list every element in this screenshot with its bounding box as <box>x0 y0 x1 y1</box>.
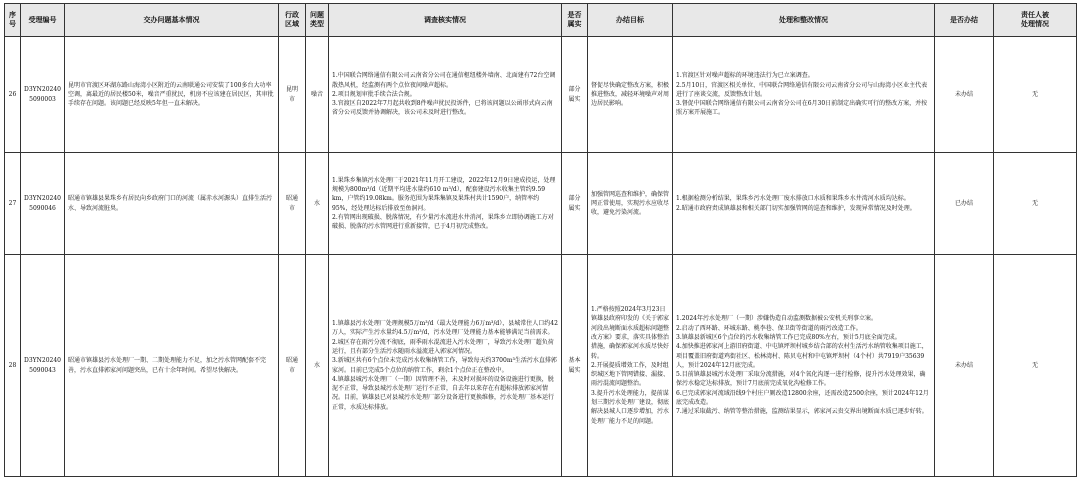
cell-accountability: 无 <box>994 255 1077 477</box>
header-problem: 交办问题基本情况 <box>65 4 279 37</box>
table-row <box>5 37 1077 153</box>
cell-id: D3YN20240 5090046 <box>21 153 65 255</box>
cell-verified: 基本 属实 <box>562 255 588 477</box>
cell-type: 水 <box>306 153 329 255</box>
cell-problem: 昭通市镇雄县污水处理厂一期、二期处理能力不足，加之污水管网配套不完善，污水直排郭家河问题突出，已有十余年时间。希望尽快解决。 <box>65 255 279 477</box>
cell-investigation: 1.中国联合网络通信有限公司云南省分公司在通信枢纽楼外墙南、北面建有72台空调散热风机，经监测有两个点位夜间噪声超标。 2.项目规划审批手续合法合规。 3.官渡区自2022年7月起共收到8件噪声扰民投诉件，已将该问题以公函形式向云南省分公司反馈并协调解决，该公司未及时进行整改。 <box>329 37 562 153</box>
cell-region: 昭通 市 <box>279 153 306 255</box>
cell-region: 昆明 市 <box>279 37 306 153</box>
header-seq: 序 号 <box>5 4 21 37</box>
cell-goal: 1.严格按照2024年3月23日镇雄县政府印发的《关于郭家河段出境断面水质超标问题整改方案》要求，落实具体整治措施，确保郭家河水质尽快好转。 2.开展提质增效工作，及时组织城区地下管网错接、漏接、雨污混流问题整治。 3.提升污水处理能力，提前谋划三期污水处理厂建设，彻底解决县城人口逐步增加，污水处理厂能力不足的问题。 <box>588 255 673 477</box>
cell-goal: 督促尽快确定整改方案，积极推进整改，减轻环境噪声对周边居民影响。 <box>588 37 673 153</box>
cell-accountability: 无 <box>994 37 1077 153</box>
cell-seq: 27 <box>5 153 21 255</box>
table-row <box>5 153 1077 255</box>
header-investigation: 调查核实情况 <box>329 4 562 37</box>
cell-type: 水 <box>306 255 329 477</box>
cell-handling: 1.官渡区针对噪声超标的环境违法行为已立案调查。 2.5月10日，官渡区相关单位、中国联合网络通信有限公司云南省分公司与山海湾小区业主代表进行了座谈交流，反馈整改计划。 3.督促中国联合网络通信有限公司云南省分公司在6月30日前制定出确实可行的整改方案，并按照方案开展施工。 <box>673 37 935 153</box>
cell-seq: 26 <box>5 37 21 153</box>
header-accountability: 责任人被 处理情况 <box>994 4 1077 37</box>
cell-completed: 未办结 <box>935 37 994 153</box>
header-id: 受理编号 <box>21 4 65 37</box>
header-goal: 办结目标 <box>588 4 673 37</box>
cell-id: D3YN20240 5090043 <box>21 255 65 477</box>
cell-accountability: 无 <box>994 153 1077 255</box>
header-row <box>5 4 1077 37</box>
cell-goal: 加强管网巡查和维护，确保管网正常使用，实现污水应收尽收，避免污染河流。 <box>588 153 673 255</box>
table-row <box>5 255 1077 477</box>
complaint-table <box>4 3 1077 477</box>
cell-verified: 部分 属实 <box>562 37 588 153</box>
cell-investigation: 1.果珠乡集镇污水处理厂于2021年11月开工建设，2022年12月9日建成投运，处理规模为800m³/d（近期平均进水量约610 m³/d），配套建设污水收集主管约9.59 km，户管约19.08km。服务范围为果珠集镇及果珠村共计1590户，纳管率约95%，经处理达标后排放至鱼洞河。 2.有管网出现破损、脱落情况，有少量污水流进水井消河，果珠乡立即协调施工方对破损、脱落的污水管网进行重新接管，已于4月初完成整改。 <box>329 153 562 255</box>
cell-id: D3YN20240 5090003 <box>21 37 65 153</box>
header-region: 行政 区域 <box>279 4 306 37</box>
cell-handling: 1.2024年污水处理厂（一期）涉嫌伪造自动监测数据被公安机关刑事立案。 2.启动了西环路、环城东路、桃李巷、保卫街等街道的雨污改造工作。 3.镇雄县新城区6个点位的污水收集纳管工作已完成80%左右，预计5月底全面完成。 4.加快推进郭家河上游旧府街道、中屯镇坪坝村城乡结合部的农村生活污水纳管收集项目施工，项目覆盖旧府街道鸡街社区、松林湾村、陈贝屯村和中屯镇坪坝村（4个村）共7919户35639人，预计2024年12月底完成。 5.目前镇雄县城污水处理厂采取分流措施，对4个氧化沟逐一进行检修，提升污水处理效果，确保污水稳定达标排放，预计7月底前完成氧化沟检修工作。 6.已完成郭家河流域沿线9个村庄户厕改造12800余座，还需改造2500余座，预计2024年12月底完成改造。 7.通过采取截污、纳管等整治措施，监测结果显示，郭家河云贵交界出境断面水质已逐步好转。 <box>673 255 935 477</box>
header-type: 问题 类型 <box>306 4 329 37</box>
cell-seq: 28 <box>5 255 21 477</box>
header-verified: 是否 属实 <box>562 4 588 37</box>
cell-verified: 部分 属实 <box>562 153 588 255</box>
cell-problem: 昭通市镇雄县果珠乡有居民向乡政府门口的河流（属赤水河源头）直排生活污水、导致河流脏臭。 <box>65 153 279 255</box>
cell-completed: 已办结 <box>935 153 994 255</box>
cell-investigation: 1.镇雄县污水处理厂处理规模5万m³/d（最大处理能力6万m³/d），县城常住人口约42万人，实际产生污水量约4.5万m³/d，污水处理厂处理能力基本能够满足当前需求。 2.城区存在雨污分流不彻底，雨季雨水混流进入污水处理厂，导致污水处理厂超负荷运行，且有部分生活污水随雨水溢流进入郭家河情况。 3.新城区共有6个点位未完成污水收集纳管工作，导致每天约3700m³生活污水直排郭家河。目前已完成5个点位的纳管工作，剩余1个点位正在整改中。 4.镇雄县城污水处理厂（一期）因管理不善，未及时对损坏的设备设施进行更换，脱泥不正常，导致县城污水处理厂运行不正常，自去年以来存在有超标排放郭家河情况。目前，镇雄县已对县城污水处理厂部分设备进行更换维修，污水处理厂基本运行正常，水质达标排放。 <box>329 255 562 477</box>
cell-handling: 1.根据检测分析结果，果珠乡污水处理厂废水排放口水质和果珠乡水井湾河水质均达标。 2.昭通市政府责成镇雄县和相关部门切实加强管网的巡查和维护，发现异常情况及时处理。 <box>673 153 935 255</box>
cell-problem: 昆明市官渡区环湖东路山海湾小区附近的云南联通公司安装了100多台大功率空调，离最近的居民楼50米，噪音严重扰民，机房不应该建在居民区，其审批手续存在问题。该问题已经反映5年但一直未解决。 <box>65 37 279 153</box>
header-completed: 是否办结 <box>935 4 994 37</box>
header-handling: 处理和整改情况 <box>673 4 935 37</box>
cell-completed: 未办结 <box>935 255 994 477</box>
cell-type: 噪音 <box>306 37 329 153</box>
cell-region: 昭通 市 <box>279 255 306 477</box>
